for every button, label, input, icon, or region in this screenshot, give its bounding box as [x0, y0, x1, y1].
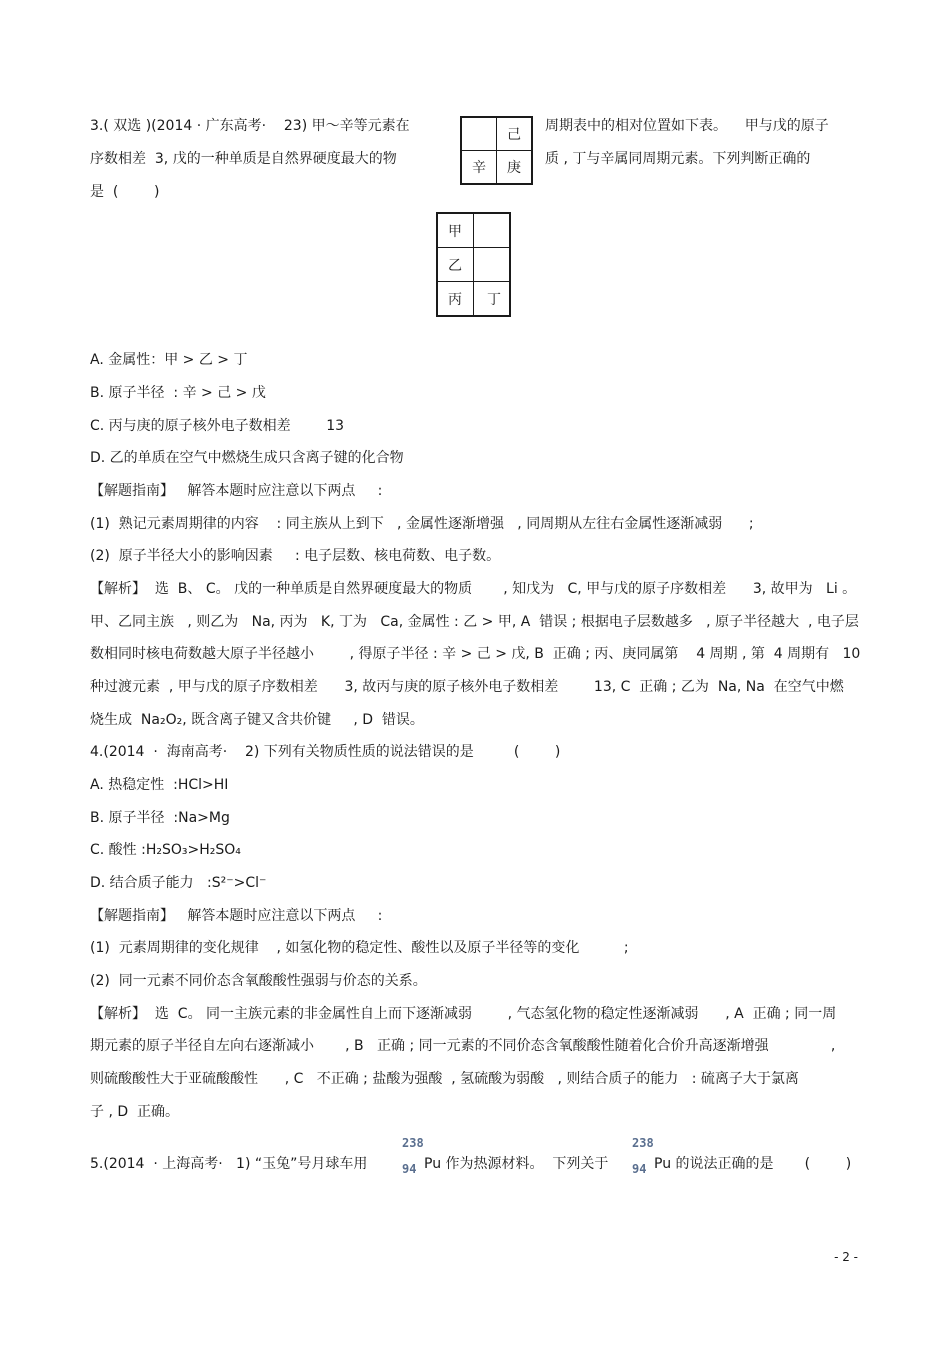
- q3-option-d: D. 乙的单质在空气中燃烧生成只含离子键的化合物: [90, 450, 404, 466]
- cell: [474, 248, 511, 282]
- q4-analysis-3: 则硫酸酸性大于亚硫酸酸性 , C 不正确 ; 盐酸为强酸 , 氢硫酸为弱酸 , 则结合质子的能力 : 硫离子大于氯离: [90, 1071, 799, 1087]
- q3-guide-1: (1) 熟记元素周期律的内容 : 同主族从上到下 , 金属性逐渐增强 , 同周期从左往右金属性逐渐减弱 ;: [90, 516, 754, 532]
- q5-text-3: Pu 的说法正确的是 ( ): [654, 1156, 852, 1172]
- q3-line1-b: 周期表中的相对位置如下表。 甲与戊的原子: [545, 118, 829, 134]
- q3-option-a: A. 金属性：甲 > 乙 > 丁: [90, 352, 248, 368]
- q5-text-2: Pu 作为热源材料。 下列关于: [424, 1156, 609, 1172]
- q4-option-a: A. 热稳定性 :HCl>HI: [90, 777, 229, 793]
- cell: 丁: [474, 282, 511, 317]
- q3-guide-title: 【解题指南】 解答本题时应注意以下两点 :: [90, 483, 383, 499]
- q3-option-c: C. 丙与庚的原子核外电子数相差 13: [90, 418, 345, 434]
- q3-option-b: B. 原子半径 : 辛 > 己 > 戊: [90, 385, 266, 401]
- q4-title: 4.(2014 · 海南高考· 2) 下列有关物质性质的说法错误的是 ( ): [90, 744, 561, 760]
- q4-analysis-2: 期元素的原子半径自左向右逐渐减小 , B 正确 ; 同一元素的不同价态含氧酸酸性随着化合价升高逐渐增强 ,: [90, 1038, 836, 1054]
- pu-isotope-notation: [402, 1136, 424, 1176]
- q3-guide-2: (2) 原子半径大小的影响因素 : 电子层数、核电荷数、电子数。: [90, 548, 501, 564]
- periodic-table-large: [436, 212, 511, 317]
- q3-line1-a: 3.( 双选 )(2014 · 广东高考· 23) 甲～辛等元素在: [90, 118, 410, 134]
- mass-number: 238: [632, 1136, 654, 1150]
- q3-analysis-4: 种过渡元素 , 甲与戊的原子序数相差 3, 故丙与庚的原子核外电子数相差 13, C 正确 ; 乙为 Na, Na 在空气中燃: [90, 679, 844, 695]
- q4-option-d: D. 结合质子能力 :S²⁻>Cl⁻: [90, 875, 267, 891]
- q4-analysis-1: 【解析】 选 C。 同一主族元素的非金属性自上而下逐渐减弱 , 气态氢化物的稳定性逐渐减弱 , A 正确 ; 同一周: [90, 1006, 837, 1022]
- q3-line3: 是 ( ): [90, 184, 160, 200]
- mass-number: 238: [402, 1136, 424, 1150]
- q4-guide-1: (1) 元素周期律的变化规律 , 如氢化物的稳定性、酸性以及原子半径等的变化 ;: [90, 940, 629, 956]
- q3-line2-b: 质 , 丁与辛属同周期元素。下列判断正确的: [545, 151, 811, 167]
- cell: 乙: [437, 248, 474, 282]
- q3-analysis-5: 烧生成 Na₂O₂, 既含离子键又含共价键 , D 错误。: [90, 712, 424, 728]
- q4-guide-2: (2) 同一元素不同价态含氧酸酸性强弱与价态的关系。: [90, 973, 427, 989]
- q4-guide-title: 【解题指南】 解答本题时应注意以下两点 :: [90, 908, 383, 924]
- q4-option-b: B. 原子半径 :Na>Mg: [90, 810, 230, 826]
- pu-isotope-notation: [632, 1136, 654, 1176]
- periodic-table-small: [460, 116, 533, 185]
- page-number: - 2 -: [834, 1250, 858, 1264]
- q3-analysis-3: 数相同时核电荷数越大原子半径越小 , 得原子半径 : 辛 > 己 > 戊, B 正确 ; 丙、庚同属第 4 周期 , 第 4 周期有 10: [90, 646, 861, 662]
- cell: 甲: [437, 213, 474, 248]
- atomic-number: 94: [632, 1162, 647, 1176]
- cell: 辛: [461, 151, 497, 185]
- atomic-number: 94: [402, 1162, 417, 1176]
- cell: [474, 213, 511, 248]
- cell: 丙: [437, 282, 474, 317]
- q4-option-c: C. 酸性 :H₂SO₃>H₂SO₄: [90, 842, 241, 858]
- q3-line2-a: 序数相差 3, 戊的一种单质是自然界硬度最大的物: [90, 151, 397, 167]
- q5-text-1: 5.(2014 · 上海高考· 1) “玉兔”号月球车用: [90, 1156, 368, 1172]
- cell: [461, 117, 497, 151]
- cell: 庚: [497, 151, 533, 185]
- q3-analysis-1: 【解析】 选 B、 C。 戊的一种单质是自然界硬度最大的物质 , 知戊为 C, 甲与戊的原子序数相差 3, 故甲为 Li 。: [90, 581, 857, 597]
- cell: 己: [497, 117, 533, 151]
- q3-analysis-2: 甲、乙同主族 , 则乙为 Na, 丙为 K, 丁为 Ca, 金属性 : 乙 > 甲, A 错误 ; 根据电子层数越多 , 原子半径越大 , 电子层: [90, 614, 859, 630]
- q4-analysis-4: 子 , D 正确。: [90, 1104, 180, 1120]
